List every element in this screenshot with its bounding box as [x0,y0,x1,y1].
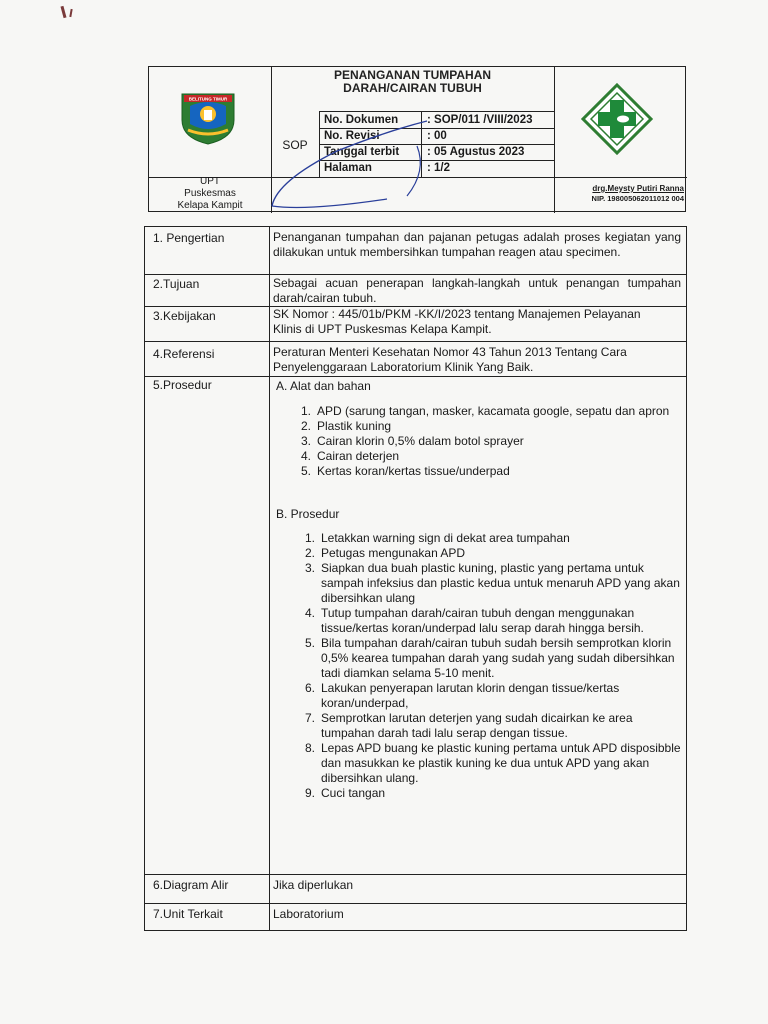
meta-value-issue-date: : 05 Agustus 2023 [427,146,525,158]
org-line: Kelapa Kampit [177,200,243,211]
sop-header [148,66,686,212]
list-item: 8. Lepas APD buang ke plastic kuning pertama untuk APD disposibble dan masukkan ke plastik kuning ke dua untuk APD yang akan dibersihkan ulang. [304,741,681,785]
list-item: 9. Cuci tangan [304,786,386,800]
title-line: PENANGANAN TUMPAHAN [333,68,492,82]
section-text-referensi: Peraturan Menteri Kesehatan Nomor 43 Tahun 2013 Tentang Cara Penyelenggaraan Laboratorium Klinik Yang Baik. [273,345,627,374]
section-text-kebijakan: SK Nomor : 445/01b/PKM -KK/I/2023 tentang Manajemen Pelayanan Klinis di UPT Puskesmas Kelapa Kampit. [273,307,641,336]
section-label-tujuan: 2.Tujuan [153,277,200,291]
section-label-pengertian: 1. Pengertian [153,231,225,245]
meta-label-doc-number: No. Dokumen [324,114,399,126]
sop-label: SOP [282,138,308,152]
list-item: 2. Petugas mengunakan APD [304,546,466,560]
org-line: UPT [200,176,220,187]
list-item: 7. Semprotkan larutan deterjen yang sudah dicairkan ke area tumpahan darah tadi lalu serap dengan tissue. [304,711,633,740]
meta-value-revision: : 00 [427,130,447,142]
list-item: 3. Cairan klorin 0,5% dalam botol sprayer [300,434,524,448]
list-item: 3. Siapkan dua buah plastic kuning, plastic yang pertama untuk sampah infeksius dan plastic kedua untuk menaruh APD yang akan dibersihkan ulang [304,561,680,605]
list-item: 1. APD (sarung tangan, masker, kacamata google, sepatu dan apron [300,404,670,418]
org-line: Puskesmas [184,188,236,199]
sop-content-table [144,226,687,931]
list-item: 6. Lakukan penyerapan larutan klorin dengan tissue/kertas koran/underpad, [304,681,620,710]
list-item: 5. Kertas koran/kertas tissue/underpad [300,464,510,478]
list-alat-bahan [293,404,688,479]
signer-block [559,184,684,204]
section-text-diagram: Jika diperlukan [273,878,354,892]
document-title [271,69,554,95]
list-item: 4. Cairan deterjen [300,449,400,463]
signer-name: drg.Meysty Putiri Ranna [592,184,684,193]
title-line: DARAH/CAIRAN TUBUH [343,81,482,95]
section-text-unit: Laboratorium [273,907,344,921]
subheading-prosedur: B. Prosedur [276,507,340,521]
list-item: 5. Bila tumpahan darah/cairan tubuh sudah bersih semprotkan klorin 0,5% kearea tumpahan darah yang sudah yang sudah dibersihkan tadi diamkan selama 5-10 menit. [304,636,675,680]
meta-value-page: : 1/2 [427,162,451,174]
subheading-alat-bahan: A. Alat dan bahan [276,379,371,393]
section-label-kebijakan: 3.Kebijakan [153,309,216,323]
org-name [149,176,271,212]
list-item: 2. Plastik kuning [300,419,392,433]
list-item: 4. Tutup tumpahan darah/cairan tubuh dengan menggunakan tissue/kertas koran/underpad lalu serap darah hingga bersih. [304,606,644,635]
section-text-pengertian: Penanganan tumpahan dan pajanan petugas adalah proses kegiatan yang dilakukan untuk membersihkan tumpahan reagen atau specimen. [273,230,681,259]
list-item: 1. Letakkan warning sign di dekat area tumpahan [304,531,570,545]
section-label-referensi: 4.Referensi [153,347,215,361]
signer-nip: NIP. 198005062011012 004 [591,194,684,203]
regency-emblem-icon [178,86,238,146]
section-label-unit: 7.Unit Terkait [153,907,223,921]
section-label-diagram: 6.Diagram Alir [153,878,229,892]
meta-label-page: Halaman [324,162,372,174]
list-prosedur [297,531,685,801]
section-label-prosedur: 5.Prosedur [153,378,212,392]
pen-mark [60,6,66,18]
puskesmas-logo-icon [581,83,653,155]
meta-label-issue-date: Tanggal terbit [324,146,400,158]
section-text-tujuan: Sebagai acuan penerapan langkah-langkah untuk penangan tumpahan darah/cairan tubuh. [273,276,681,305]
meta-value-doc-number: : SOP/011 /VIII/2023 [427,114,533,126]
emblem-text: BELITUNG TIMUR [188,96,228,102]
meta-label-revision: No. Revisi [324,130,380,142]
pen-mark [69,9,72,17]
